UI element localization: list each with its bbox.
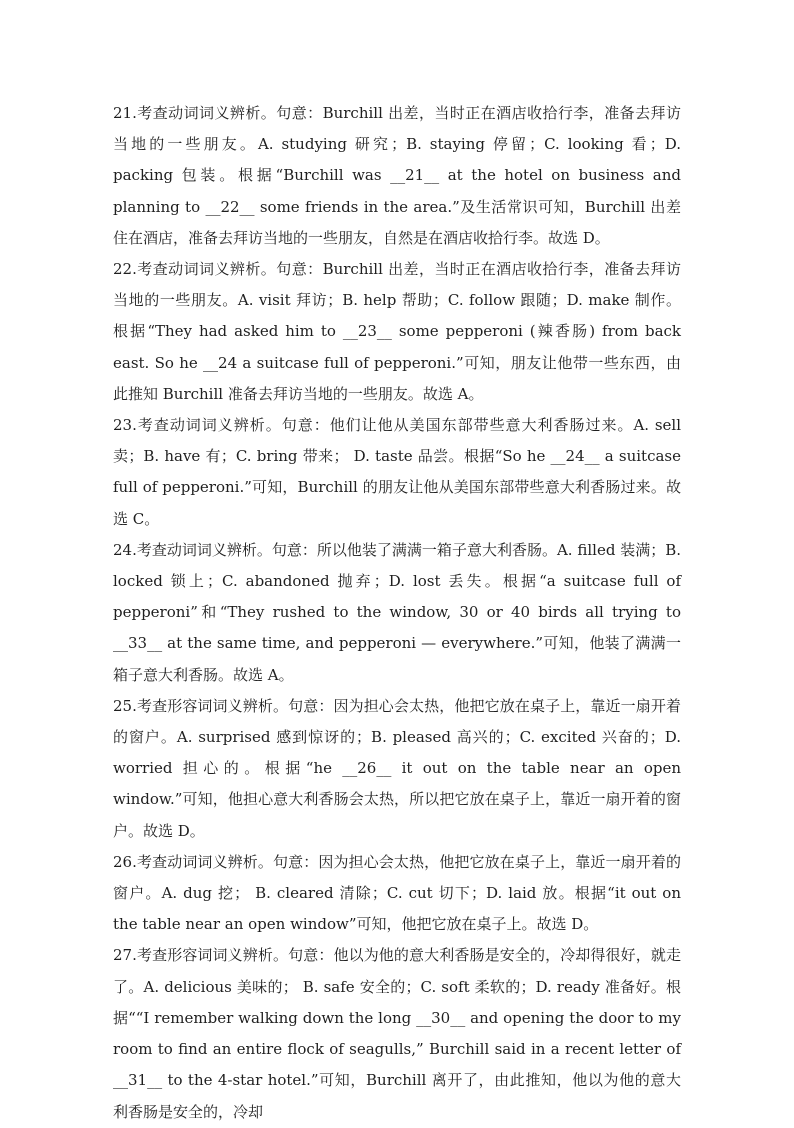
paragraph-21: 21.考查动词词义辨析。句意：Burchill 出差，当时正在酒店收拾行李，准备去拜访当地的一些朋友。A. studying 研究；B. staying 停留；C. looking 看；D. packing 包装。根据“Burchill was __21__ at the hotel on business and planning to __22__ some friends in the area.”及生活常识可知，Burchill 出差住在酒店，准备去拜访当地的一些朋友，自然是在酒店收拾行李。故选 D。 <box>113 104 681 247</box>
paragraph-24: 24.考查动词词义辨析。句意：所以他装了满满一箱子意大利香肠。A. filled 装满；B. locked 锁上；C. abandoned 抛弃；D. lost 丢失。根据“a suitcase full of pepperoni”和“They rushed to the window, 30 or 40 birds all trying to __33__ at the same time, and pepperoni — everywhere.”可知，他装了满满一箱子意大利香肠。故选 A。 <box>113 540 681 684</box>
paragraph-26: 26.考查动词词义辨析。句意：因为担心会太热，他把它放在桌子上，靠近一扇开着的窗户。A. dug 挖； B. cleared 清除；C. cut 切下；D. laid 放。根据“it out on the table near an open window”可知，他把它放在桌子上。故选 D。 <box>113 852 681 934</box>
document-body <box>113 98 681 1128</box>
paragraph-23: 23.考查动词词义辨析。句意：他们让他从美国东部带些意大利香肠过来。A. sell 卖；B. have 有；C. bring 带来； D. taste 品尝。根据“So he __24__ a suitcase full of pepperoni.”可知，Burchill 的朋友让他从美国东部带些意大利香肠过来。故选 C。 <box>113 416 681 528</box>
paragraph-27: 27.考查形容词词义辨析。句意：他以为他的意大利香肠是安全的，冷却得很好，就走了。A. delicious 美味的； B. safe 安全的；C. soft 柔软的；D. ready 准备好。根据““I remember walking down the long __30__ and opening the door to my room to find an entire flock of seagulls,” Burchill said in a recent letter of __31__ to the 4-star hotel.”可知，Burchill 离开了，由此推知，他以为他的意大利香肠是安全的，冷却 <box>113 946 681 1121</box>
paragraph-22: 22.考查动词词义辨析。句意：Burchill 出差，当时正在酒店收拾行李，准备去拜访当地的一些朋友。A. visit 拜访；B. help 帮助；C. follow 跟随；D. make 制作。根据“They had asked him to __23__ some pepperoni (辣香肠) from back east. So he __24 a suitcase full of pepperoni.”可知，朋友让他带一些东西，由此推知 Burchill 准备去拜访当地的一些朋友。故选 A。 <box>113 260 681 403</box>
paragraph-25: 25.考查形容词词义辨析。句意：因为担心会太热，他把它放在桌子上，靠近一扇开着的窗户。A. surprised 感到惊讶的；B. pleased 高兴的；C. excited 兴奋的；D. worried 担心的。根据“he __26__ it out on the table near an open window.”可知，他担心意大利香肠会太热，所以把它放在桌子上，靠近一扇开着的窗户。故选 D。 <box>113 696 681 840</box>
